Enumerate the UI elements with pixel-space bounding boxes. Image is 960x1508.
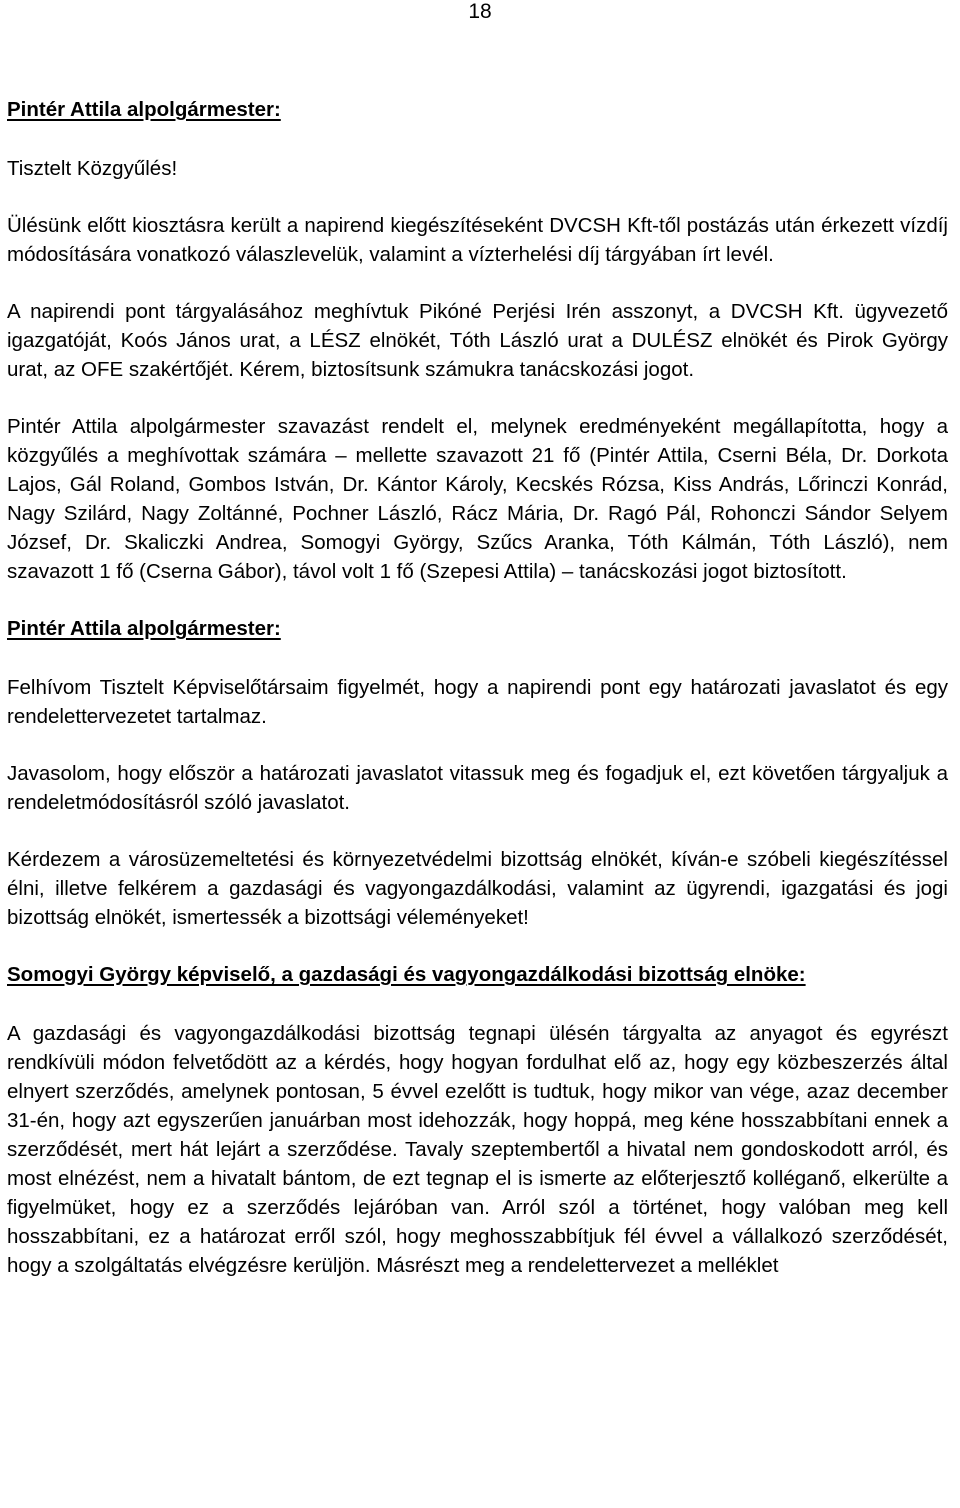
document-body (7, 95, 948, 1280)
paragraph: A napirendi pont tárgyalásához meghívtuk Pikóné Perjési Irén asszonyt, a DVCSH Kft. ügyvezető igazgatóját, Koós János urat, a LÉSZ elnökét, Tóth László urat a DULÉSZ elnökét és Pirok György urat, az OFE szakértőjét. Kérem, biztosítsunk számukra tanácskozási jogot. (7, 300, 948, 381)
salutation: Tisztelt Közgyűlés! (7, 157, 178, 180)
speaker-heading: Somogyi György képviselő, a gazdasági és vagyongazdálkodási bizottság elnöke: (7, 963, 806, 986)
paragraph: A gazdasági és vagyongazdálkodási bizottság tegnapi ülésén tárgyalta az anyagot és egyrészt rendkívüli módon felvetődött az a kérdés, hogy hogyan fordulhat elő az, hogy egy közbeszerzés által elnyert szerződés, amelynek pontosan, 5 évvel ezelőtt is tudtuk, hogy mikor van vége, azaz december 31-én, hogy azt egyszerűen januárban most idehozzák, hogy hoppá, meg kéne hosszabbítani ennek a szerződését, mert hát lejárt a szerződése. Tavaly szeptembertől a hivatal nem gondoskodott arról, és most elnézést, nem a hivatalt bántom, de ezt tegnap el is ismerte az előterjesztő kolléganő, elkerülte a figyelmüket, hogy ez a szerződés lejáróban van. Arról szól a történet, hogy valóban meg kell hosszabbítani, ez a határozat erről szól, hogy meghosszabbítjuk fél évvel a vállalkozó szerződését, hogy a szolgáltatás elvégzésre kerüljön. Másrészt meg a rendelettervezet a melléklet (7, 1022, 948, 1277)
paragraph: Javasolom, hogy először a határozati javaslatot vitassuk meg és fogadjuk el, ezt követően tárgyaljuk a rendeletmódosításról szóló javaslatot. (7, 762, 948, 814)
paragraph: Ülésünk előtt kiosztásra került a napirend kiegészítéseként DVCSH Kft-től postázás után érkezett vízdíj módosítására vonatkozó válaszlevelük, valamint a vízterhelési díj tárgyában írt levél. (7, 214, 948, 266)
paragraph: Felhívom Tisztelt Képviselőtársaim figyelmét, hogy a napirendi pont egy határozati javaslatot és egy rendelettervezetet tartalmaz. (7, 676, 948, 728)
paragraph: Kérdezem a városüzemeltetési és környezetvédelmi bizottság elnökét, kíván-e szóbeli kiegészítéssel élni, illetve felkérem a gazdasági és vagyongazdálkodási, valamint az ügyrendi, igazgatási és jogi bizottság elnökét, ismertessék a bizottsági véleményeket! (7, 848, 948, 929)
speaker-heading: Pintér Attila alpolgármester: (7, 617, 281, 640)
speaker-heading: Pintér Attila alpolgármester: (7, 98, 281, 121)
page-number: 18 (468, 0, 492, 23)
paragraph: Pintér Attila alpolgármester szavazást rendelt el, melynek eredményeként megállapította, hogy a közgyűlés a meghívottak számára – mellette szavazott 21 fő (Pintér Attila, Cserni Béla, Dr. Dorkota Lajos, Gál Roland, Gombos István, Dr. Kántor Károly, Kecskés Rózsa, Kiss András, Lőrinczi Konrád, Nagy Szilárd, Nagy Zoltánné, Pochner László, Rácz Mária, Dr. Ragó Pál, Rohonczi Sándor Selyem József, Dr. Skaliczki Andrea, Somogyi György, Szűcs Aranka, Tóth Kálmán, Tóth László), nem szavazott 1 fő (Cserna Gábor), távol volt 1 fő (Szepesi Attila) – tanácskozási jogot biztosított. (7, 415, 948, 583)
